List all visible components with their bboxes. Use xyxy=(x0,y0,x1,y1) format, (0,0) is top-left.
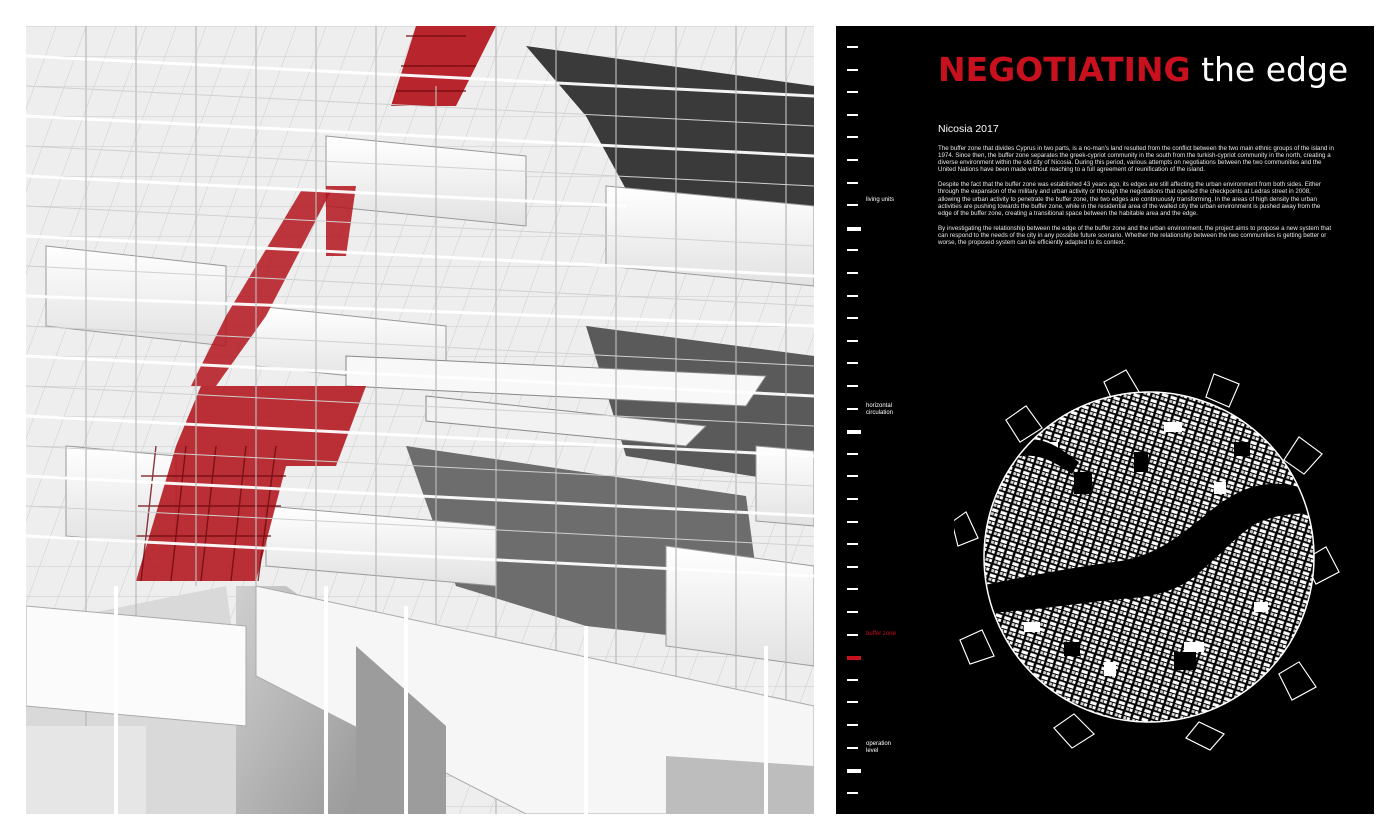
ruler-tick xyxy=(847,656,861,660)
ruler-tick xyxy=(847,249,858,251)
ruler-label-living-units: living units xyxy=(866,197,895,203)
ruler-label-horizontal-circulation: horizontal circulation xyxy=(866,403,894,416)
city-map xyxy=(954,362,1344,752)
ruler-tick xyxy=(847,46,858,48)
ruler-tick xyxy=(847,543,858,545)
ruler-tick xyxy=(847,91,858,93)
ruler-tick xyxy=(847,114,858,116)
ruler-tick xyxy=(847,747,858,749)
ruler-tick xyxy=(847,69,858,71)
ruler-tick xyxy=(847,679,858,681)
ruler-tick xyxy=(847,362,858,364)
title-rest: the edge xyxy=(1201,50,1349,89)
ruler-tick xyxy=(847,588,858,590)
paragraph: By investigating the relationship between the edge of the buffer zone and the urban environment, the project aims to propose a new system that can respond to the needs of the city in any possible future scenario. Whether the relationship between the two communities is getting better or worse, the proposed system can be efficiently adapted to its context. xyxy=(938,224,1332,247)
ruler-tick xyxy=(847,566,858,568)
axonometric-illustration xyxy=(26,26,814,814)
ruler-tick xyxy=(847,453,858,455)
scale-ruler xyxy=(836,26,926,814)
location-year: Nicosia 2017 xyxy=(938,123,999,135)
ruler-tick xyxy=(847,295,858,297)
ruler-tick xyxy=(847,521,858,523)
ruler-tick xyxy=(847,227,861,231)
ruler-tick xyxy=(847,408,858,410)
description-panel xyxy=(836,26,1374,814)
ruler-tick xyxy=(847,769,861,773)
ruler-tick xyxy=(847,159,858,161)
ruler-tick xyxy=(847,498,858,500)
ruler-tick xyxy=(847,634,858,636)
ruler-tick xyxy=(847,272,858,274)
axonometric-drawing xyxy=(26,26,814,814)
ruler-tick xyxy=(847,317,858,319)
ruler-tick xyxy=(847,701,858,703)
ruler-tick xyxy=(847,204,858,206)
paragraph: Despite the fact that the buffer zone was established 43 years ago, its edges are still affecting the urban environment from both sides. Either through the expansion of the military and urban activity or through the negotiations that opened the checkpoints at Ledras street in 2008, allowing the urban activity to penetrate the buffer zone, the two edges are continuously transforming. In the areas of high density the urban activities are pushing towards the buffer zone, while in the residential area of the walled city the urban environment is pushed away from the edge of the buffer zone, creating a transitional space between the habitable area and the edge. xyxy=(938,181,1321,217)
ruler-tick xyxy=(847,182,858,184)
ruler-tick xyxy=(847,430,861,434)
ruler-tick xyxy=(847,724,858,726)
page-title xyxy=(938,50,1358,90)
description-text xyxy=(938,145,1334,254)
ruler-tick xyxy=(847,136,858,138)
ruler-label-operation-level: operation level xyxy=(866,741,892,754)
ruler-tick xyxy=(847,475,858,477)
title-emphasis: NEGOTIATING xyxy=(938,50,1191,89)
paragraph: The buffer zone that divides Cyprus in two parts, is a no-man's land resulted from the conflict between the two main ethnic groups of the island in 1974. Since then, the buffer zone separates the greek-cypriot community in the south from the turkish-cypriot community in the north, creating a diverse environment within the old city of Nicosia. During this period, various attempts on negotiations between the two communities and the United Nations have been made without reaching to a full agreement of reunification of the island. xyxy=(938,145,1334,174)
ruler-tick xyxy=(847,340,858,342)
ruler-tick xyxy=(847,611,858,613)
ruler-tick xyxy=(847,385,858,387)
ruler-tick xyxy=(847,792,858,794)
ruler-label-buffer-zone: buffer zone xyxy=(866,631,896,637)
